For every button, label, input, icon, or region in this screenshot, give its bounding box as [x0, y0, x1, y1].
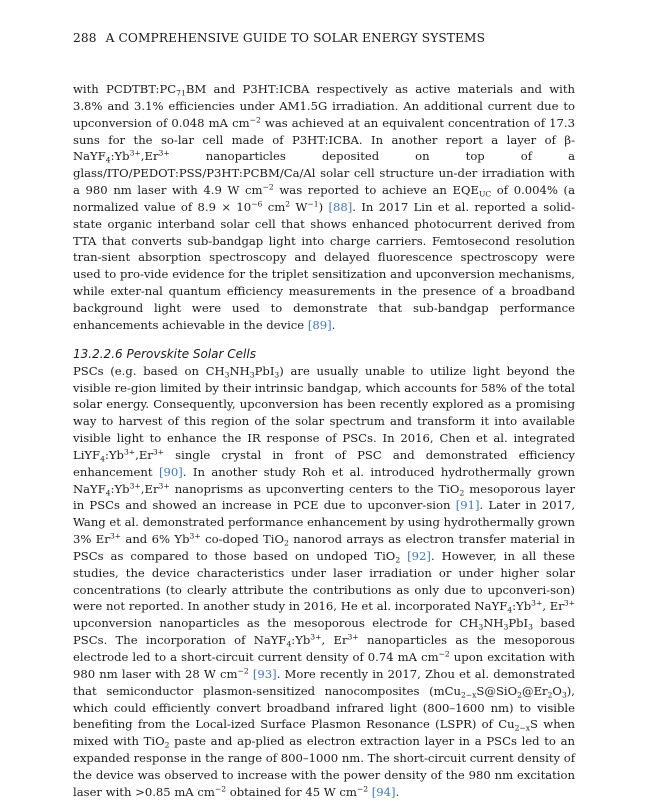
citation-link[interactable]: [91]: [455, 498, 480, 513]
paragraph-upconversion-organic: with $PCDTBT:PC_{71}BM$ and P3HT:ICBA respectively as active materials and with 3.8% and 3.1% efficiencies under AM1.5G irradiation. An additional current due to upconversion of 0.048 mA $cm^{-2}$ was achieved at an equivalent concentration of 17.3 suns for the so-lar cell made of P3HT:ICBA. In another report a layer of $\beta-NaYF_4:Yb^{3+},Er^{3+}$ nanoparticles deposited on top of a glass/ITO/PEDOT:PSS/P3HT:PCBM/Ca/Al solar cell structure un-der irradiation with a 980 nm laser with 4.9 W $cm^{-2}$ was reported to achieve an $EQE_{UC}$ of 0.004% (a normalized value of $8.9 \times 10^{-6}$ $cm^2$ $W^{-1}$) [88]. In 2017 Lin et al. reported a solid-state organic interband solar cell that shows enhanced photocurrent derived from TTA that converts sub-bandgap light into charge carriers. Femtosecond resolution tran-sient absorption spectroscopy and delayed fluorescence spectroscopy were used to pro-vide evidence for the triplet sensitization and upconversion mechanisms, while exter-nal quantum efficiency measurements in the presence of a broadband background light were used to demonstrate that sub-bandgap performance enhancements achievable in the device [89].: [73, 82, 575, 332]
citation-link[interactable]: [92]: [407, 548, 431, 563]
running-header: [73, 31, 485, 45]
body-text: [73, 81, 575, 801]
citation-link[interactable]: [89]: [307, 317, 332, 332]
book-title: A COMPREHENSIVE GUIDE TO SOLAR ENERGY SYSTEMS: [105, 31, 486, 45]
citation-link[interactable]: [94]: [371, 784, 396, 799]
citation-link[interactable]: [90]: [158, 464, 183, 479]
section-title: Perovskite Solar Cells: [126, 346, 256, 361]
paragraph-perovskite: PSCs (e.g. based on $CH_3NH_3PbI_3$) are usually unable to utilize light beyond the visible re-gion limited by their intrinsic bandgap, which accounts for 58% of the total solar energy. Consequently, upconversion has been recently explored as a promising way to harvest of this region of the solar spectrum and transform it into available visible light to enhance the IR response of PSCs. In 2016, Chen et al. integrated $LiYF_4:Yb^{3+},Er^{3+}$ single crystal in front of PSC and demonstrated efficiency enhancement [90]. In another study Roh et al. introduced hydrothermally grown $NaYF_4:Yb^{3+},Er^{3+}$ nanoprisms as upconverting centers to the TiO$_2$ mesoporous layer in PSCs and showed an increase in PCE due to upconver-sion [91]. Later in 2017, Wang et al. demonstrated performance enhancement by using hydrothermally grown 3% $Er^{3+}$ and 6% $Yb^{3+}$ co-doped TiO$_2$ nanorod arrays as electron transfer material in PSCs as compared to those based on undoped TiO$_2$ [92]. However, in all these studies, the device characteristics under laser irradiation or under higher solar concentrations (to clearly attribute the contributions as only due to upconveri-son) were not reported. In another study in 2016, He et al. incorporated $NaYF_4:Yb^{3+}$, $Er^{3+}$ upconversion nanoparticles as the mesoporous electrode for $CH_3NH_3PbI_3$ based PSCs. The incorporation of $NaYF_4:Yb^{3+}$, $Er^{3+}$ nanoparticles as the mesoporous electrode led to a short-circuit current density of 0.74 mA $cm^{-2}$ upon excitation with 980 nm laser with 28 W $cm^{-2}$ [93]. More recently in 2017, Zhou et al. demonstrated that semiconductor plasmon-sensitized nanocomposites $(mCu_{2-x}S@SiO_2@Er_2O_3)$, which could efficiently convert broadband infrared light (800–1600 nm) to visible benefiting from the Local-ized Surface Plasmon Resonance (LSPR) of $Cu_{2-x}S$ when mixed with TiO$_2$ paste and ap-plied as electron extraction layer in a PSCs led to an expanded response in the range of 800–1000 nm. The short-circuit current density of the device was observed to increase with the power density of the 980 nm excitation laser with >0.85 mA $cm^{-2}$ obtained for 45 W $cm^{-2}$ [94].: [73, 363, 576, 799]
citation-link[interactable]: [93]: [252, 666, 277, 681]
page-number: 288: [73, 31, 97, 45]
section-number: 13.2.2.6: [73, 346, 123, 361]
citation-link[interactable]: [88]: [328, 199, 353, 214]
section-heading: [73, 345, 575, 363]
